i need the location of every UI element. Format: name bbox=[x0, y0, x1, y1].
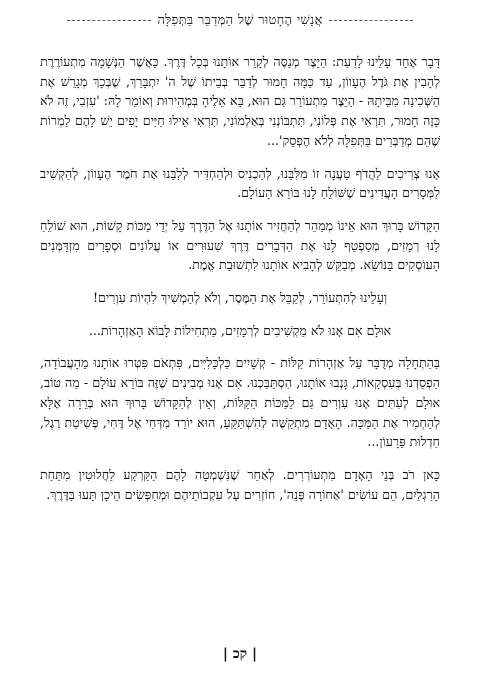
header-title: אֲנָשִׁי הֶחָטוּר שֶׁל הַמְּדַבֵּר בַּתְּפִלָּה bbox=[157, 13, 323, 28]
page-number: | קכ | bbox=[222, 646, 258, 662]
body-text bbox=[40, 52, 440, 504]
paragraph-4: וְעָלֵינוּ לְהִתְעוֹרֵר, לְקַבֵּל אֶת הַמֶּסֶר, וְלֹא לְהַמְשִׁיךְ לִהְיוֹת עִוְרִים! bbox=[92, 290, 388, 306]
running-header bbox=[0, 10, 480, 30]
paragraph-3: הַקָּדוֹשׁ בָּרוּךְ הוּא אֵינוֹ מְמַהֵר לְהַחֲזִיר אוֹתָנוּ אֶל הַדֶּרֶךְ עַל יְדֵי מַכּוֹת קָשׁוֹת, הוּא שׁוֹלֵחַ לָנוּ רְמָזִים, מְסַפְטֵף לָנוּ אֶת הַדְּבָרִים דֶּרֶךְ שִׁעוּרִים אוֹ עֲלוֹנִים וּסְפָרִים מִזְדַּמְּנִים הָעוֹסְקִים בַּנּוֹשֵׂא. מְבַקֵּשׁ לְהָבִיא אוֹתָנוּ לִתְשׁוּבַת אֱמֶת. bbox=[40, 217, 440, 273]
paragraph-2: אָנוּ צְרִיכִים לַהֲדֹף טַעֲנָה זוֹ מִלִּבֵּנוּ, לְהַכְנִיס וּלְהַחְדִּיר לְלִבֵּנוּ אֶת חֹמֶר הֶעָווֹן, לְהַקְשִׁיב לַמְּסָרִים הָעֲדִינִים שֶׁשּׁוֹלֵחַ לָנוּ בּוֹרֵא הָעוֹלָם. bbox=[40, 165, 440, 201]
paragraph-1: דָּבָר אֶחָד עָלֵינוּ לָדַעַת: הַיֵּצֶר מְנַסֶּה לְקָרֵר אוֹתָנוּ בְּכָל דֶּרֶךְ. כַּאֲשֶׁר הַנְּשָׁמָה מִתְעוֹרֶרֶת לְהָבִין אֶת גֹּדֶל הֶעָווֹן, עַד כַּמָּה חָמוּר לְדַבֵּר בְּבֵיתוֹ שֶׁל ה' יִתְבָּרַךְ, שֶׁבְּכָךְ מְגָרֵשׁ אֶת הַשְּׁכִינָה מִבֵּיתָהּ - הַיֵּצֶר מִתְעוֹרֵר גַּם הוּא, בָּא אֵלֶיהָ בְּמְהִירוּת וְאוֹמֵר לָהּ: 'עִזְבִי, זֶה לֹא כָּזֶה חָמוּר, תִּרְאִי אֶת פְּלוֹנִי, תִּתְבּוֹנְנִי בְּאַלְמוֹנִי, תִּרְאִי אֵילוּ חַיִּים יָפִים יֵשׁ לָהֶם לַמְרוֹת שֶׁהֵם מְדַבְּרִים בַּתְּפִלָּה לְלֹא הֶפְסֵק'... bbox=[40, 54, 440, 148]
paragraph-5: אוּלָם אִם אָנוּ לֹא מַקְשִׁיבִים לְרְמָזִים, מַתְחִילוֹת לָבוֹא הָאַזְהָרוֹת... bbox=[88, 322, 392, 338]
header-rule-right bbox=[329, 20, 413, 21]
header-rule-left bbox=[67, 20, 151, 21]
paragraph-7: כָּאן רֹב בְּנֵי הָאָדָם מִתְעוֹרְרִים. לְאַחַר שֶׁנִּשְׁמְטָה לָהֶם הַקַּרְקַע לַחֲלוּטִין מִתַּחַת הָרַגְלַיִם, הֵם עוֹשִׂים 'אַחוֹרָה פְּנֵה', חוֹזְרִים עַל עִקְבוֹתֵיהֶם וּמְחַפְּשִׂים הֵיכָן תָּעוּ בַּדֶּרֶךְ. bbox=[40, 466, 440, 502]
paragraph-6: בַּהַתְחָלָה מְדֻבָּר עַל אַזְהָרוֹת קַלּוֹת - קְשָׁיִים כַּלְכָּלִיִּים, פִּתְאֹם פִּטְּרוּ אוֹתָנוּ מֵהָעֲבוֹדָה, הַפְסַדְנוּ בְּעִסְקָאוֹת, גָּנְבוּ אוֹתָנוּ, הִסְתַּבַּכְנוּ. אִם אָנוּ מְבִינִים שֶׁזֶּה בּוֹרֵא עוֹלָם - מַה טּוֹב, אוּלָם לְעִתִּים אָנוּ עִוְרִים גַּם לַמַּכּוֹת הַקַּלּוֹת, וְאֵין לְהַקָּדוֹשׁ בָּרוּךְ הוּא בְּרֵרָה אֶלָּא לְהַחְמִיר אֶת הַמַּכָּה. הָאָדָם מִתְקַשֶּׁה לְהִשְׁתַּקֵּעַ, הוּא יוֹרֵד מִדְּחִי אֶל דֶּחִי, פְּשִׁיטַת רֶגֶל, חַדְלוּת פֵּרָעוֹן... bbox=[40, 355, 440, 450]
